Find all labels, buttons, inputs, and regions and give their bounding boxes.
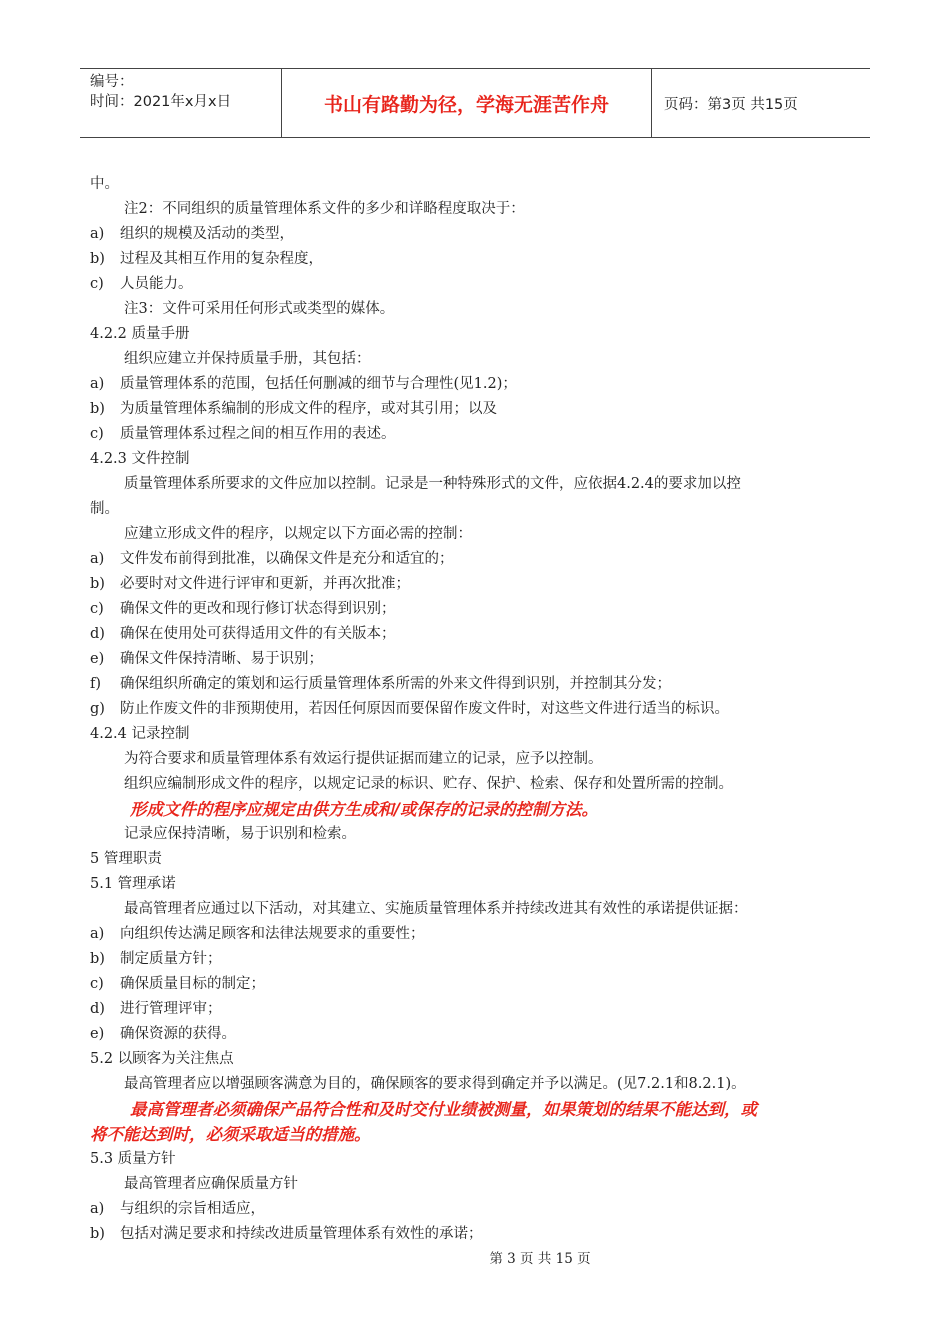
text-line: 4.2.4 记录控制 bbox=[90, 726, 190, 742]
list-item-text: 质量管理体系过程之间的相互作用的表述。 bbox=[120, 426, 396, 442]
text-line: 5.2 以顾客为关注焦点 bbox=[90, 1051, 234, 1067]
list-item-label: a) bbox=[90, 551, 105, 567]
paragraph-line: 最高管理者应以增强顾客满意为目的，确保顾客的要求得到确定并予以满足。(见7.2.1和8.2.1)。 bbox=[124, 1076, 746, 1092]
list-item bbox=[90, 247, 860, 272]
list-item bbox=[90, 397, 860, 422]
doc-number-label: 编号： bbox=[90, 74, 134, 90]
list-item-label: d) bbox=[90, 626, 105, 642]
list-item bbox=[90, 947, 860, 972]
text-line: 5 管理职责 bbox=[90, 851, 162, 867]
list-item bbox=[90, 1022, 860, 1047]
list-item-label: b) bbox=[90, 251, 105, 267]
list-item-text: 与组织的宗旨相适应， bbox=[120, 1201, 265, 1217]
list-item-text: 必要时对文件进行评审和更新，并再次批准； bbox=[120, 576, 410, 592]
paragraph-line: 最高管理者应通过以下活动，对其建立、实施质量管理体系并持续改进其有效性的承诺提供证据： bbox=[124, 901, 748, 917]
list-item-label: b) bbox=[90, 401, 105, 417]
list-item bbox=[90, 1197, 860, 1222]
list-item-text: 确保在使用处可获得适用文件的有关版本； bbox=[120, 626, 396, 642]
list-item bbox=[90, 672, 860, 697]
list-item bbox=[90, 547, 860, 572]
highlight-note: 形成文件的程序应规定由供方生成和/或保存的记录的控制方法。 bbox=[130, 800, 599, 819]
list-item bbox=[90, 922, 860, 947]
paragraph-line: 记录应保持清晰，易于识别和检索。 bbox=[124, 826, 356, 842]
header-motto: 书山有路勤为径，学海无涯苦作舟 bbox=[282, 69, 652, 137]
list-item-text: 人员能力。 bbox=[120, 276, 193, 292]
paragraph-line: 组织应建立并保持质量手册，其包括： bbox=[124, 351, 371, 367]
document-body bbox=[90, 172, 860, 1247]
list-item-label: b) bbox=[90, 1226, 105, 1242]
list-item bbox=[90, 597, 860, 622]
text-line: 4.2.3 文件控制 bbox=[90, 451, 190, 467]
list-item-text: 确保组织所确定的策划和运行质量管理体系所需的外来文件得到识别，并控制其分发； bbox=[120, 676, 671, 692]
list-item-label: g) bbox=[90, 701, 105, 717]
list-item-label: c) bbox=[90, 976, 104, 992]
list-item-text: 制定质量方针； bbox=[120, 951, 222, 967]
list-item bbox=[90, 1222, 860, 1247]
page-footer: 第 3 页 共 15 页 bbox=[489, 1251, 591, 1267]
list-item-text: 文件发布前得到批准，以确保文件是充分和适宜的； bbox=[120, 551, 454, 567]
list-item-label: a) bbox=[90, 1201, 105, 1217]
paragraph-line: 最高管理者应确保质量方针 bbox=[124, 1176, 298, 1192]
list-item-text: 质量管理体系的范围，包括任何删减的细节与合理性(见1.2)； bbox=[120, 376, 517, 392]
list-item-label: c) bbox=[90, 601, 104, 617]
list-item bbox=[90, 697, 860, 722]
list-item bbox=[90, 222, 860, 247]
list-item-text: 向组织传达满足顾客和法律法规要求的重要性； bbox=[120, 926, 425, 942]
list-item-label: c) bbox=[90, 426, 104, 442]
list-item bbox=[90, 622, 860, 647]
list-item-label: e) bbox=[90, 1026, 105, 1042]
page-header bbox=[80, 68, 870, 138]
list-item-label: d) bbox=[90, 1001, 105, 1017]
list-item-label: e) bbox=[90, 651, 105, 667]
list-item bbox=[90, 422, 860, 447]
header-meta-cell bbox=[80, 69, 282, 137]
list-item-text: 组织的规模及活动的类型， bbox=[120, 226, 294, 242]
date-text: 时间：2021年x月x日 bbox=[90, 94, 232, 110]
highlight-note: 最高管理者必须确保产品符合性和及时交付业绩被测量，如果策划的结果不能达到，或 bbox=[130, 1100, 757, 1119]
highlight-note: 将不能达到时，必须采取适当的措施。 bbox=[90, 1125, 371, 1144]
text-line: 5.1 管理承诺 bbox=[90, 876, 176, 892]
list-item-label: a) bbox=[90, 926, 105, 942]
list-item bbox=[90, 372, 860, 397]
list-item-text: 防止作废文件的非预期使用，若因任何原因而要保留作废文件时，对这些文件进行适当的标识。 bbox=[120, 701, 729, 717]
text-line: 中。 bbox=[90, 176, 119, 192]
list-item bbox=[90, 972, 860, 997]
list-item-text: 过程及其相互作用的复杂程度， bbox=[120, 251, 323, 267]
list-item-text: 为质量管理体系编制的形成文件的程序，或对其引用；以及 bbox=[120, 401, 497, 417]
paragraph-line: 为符合要求和质量管理体系有效运行提供证据而建立的记录，应予以控制。 bbox=[124, 751, 603, 767]
text-line: 4.2.2 质量手册 bbox=[90, 326, 190, 342]
list-item-label: b) bbox=[90, 576, 105, 592]
list-item-label: b) bbox=[90, 951, 105, 967]
header-page-number: 页码：第3页 共15页 bbox=[664, 96, 798, 113]
paragraph-line: 组织应编制形成文件的程序，以规定记录的标识、贮存、保护、检索、保存和处置所需的控制。 bbox=[124, 776, 733, 792]
list-item-text: 确保文件的更改和现行修订状态得到识别； bbox=[120, 601, 396, 617]
list-item bbox=[90, 272, 860, 297]
list-item-label: c) bbox=[90, 276, 104, 292]
list-item-text: 确保质量目标的制定； bbox=[120, 976, 265, 992]
paragraph-line: 质量管理体系所要求的文件应加以控制。记录是一种特殊形式的文件，应依据4.2.4的要求加以控 bbox=[124, 476, 741, 492]
list-item-label: a) bbox=[90, 376, 105, 392]
list-item-text: 进行管理评审； bbox=[120, 1001, 222, 1017]
list-item bbox=[90, 997, 860, 1022]
list-item-label: a) bbox=[90, 226, 105, 242]
list-item bbox=[90, 572, 860, 597]
text-line: 5.3 质量方针 bbox=[90, 1151, 176, 1167]
text-line: 制。 bbox=[90, 501, 119, 517]
paragraph-line: 应建立形成文件的程序，以规定以下方面必需的控制： bbox=[124, 526, 472, 542]
paragraph-line: 注2：不同组织的质量管理体系文件的多少和详略程度取决于： bbox=[124, 201, 525, 217]
paragraph-line: 注3：文件可采用任何形式或类型的媒体。 bbox=[124, 301, 395, 317]
list-item-text: 确保资源的获得。 bbox=[120, 1026, 236, 1042]
list-item bbox=[90, 647, 860, 672]
list-item-text: 确保文件保持清晰、易于识别； bbox=[120, 651, 323, 667]
list-item-text: 包括对满足要求和持续改进质量管理体系有效性的承诺； bbox=[120, 1226, 483, 1242]
list-item-label: f) bbox=[90, 676, 102, 692]
